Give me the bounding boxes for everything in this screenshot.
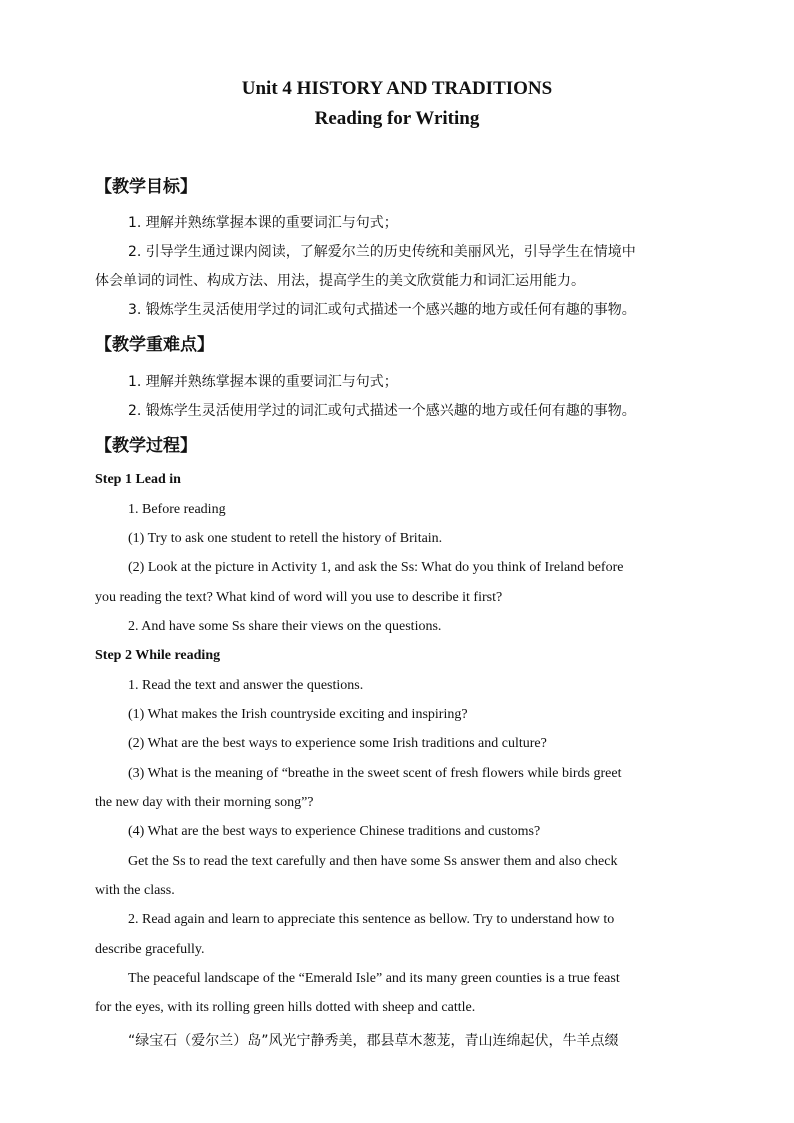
objective-item: 体会单词的词性、构成方法、用法，提高学生的美文欣赏能力和词汇运用能力。 <box>95 273 585 289</box>
step2-line: describe gracefully. <box>95 942 205 957</box>
document-subtitle: Reading for Writing <box>314 108 480 129</box>
step2-line: (2) What are the best ways to experience some Irish traditions and culture? <box>128 736 547 751</box>
step2-line: 2. Read again and learn to appreciate this sentence as bellow. Try to understand how to <box>128 912 615 927</box>
key-point-item: 1. 理解并熟练掌握本课的重要词汇与句式； <box>128 374 398 390</box>
step2-title: Step 2 While reading <box>95 648 221 663</box>
step2-line: 1. Read the text and answer the questions. <box>128 678 364 693</box>
step1-title: Step 1 Lead in <box>95 472 181 487</box>
step2-line: Get the Ss to read the text carefully and then have some Ss answer them and also check <box>128 854 618 869</box>
step1-line: 2. And have some Ss share their views on the questions. <box>128 619 442 634</box>
step2-line: with the class. <box>95 883 175 898</box>
key-points-heading: 【教学重难点】 <box>95 335 214 355</box>
key-point-item: 2. 锻炼学生灵活使用学过的词汇或句式描述一个感兴趣的地方或任何有趣的事物。 <box>128 403 636 419</box>
objective-item: 1. 理解并熟练掌握本课的重要词汇与句式； <box>128 215 398 231</box>
step2-line: (4) What are the best ways to experience Chinese traditions and customs? <box>128 824 541 839</box>
step1-line: (2) Look at the picture in Activity 1, and ask the Ss: What do you think of Ireland before <box>128 560 624 575</box>
step2-line: The peaceful landscape of the “Emerald Isle” and its many green counties is a true feast <box>128 971 620 986</box>
process-heading: 【教学过程】 <box>95 436 197 456</box>
objective-item: 2. 引导学生通过课内阅读，了解爱尔兰的历史传统和美丽风光，引导学生在情境中 <box>128 244 636 260</box>
step1-line: you reading the text? What kind of word will you use to describe it first? <box>95 590 503 605</box>
step1-line: (1) Try to ask one student to retell the history of Britain. <box>128 531 443 546</box>
step2-line: (3) What is the meaning of “breathe in the sweet scent of fresh flowers while birds greet <box>128 766 622 781</box>
step1-line: 1. Before reading <box>128 502 226 517</box>
objective-item: 3. 锻炼学生灵活使用学过的词汇或句式描述一个感兴趣的地方或任何有趣的事物。 <box>128 302 636 318</box>
objectives-heading: 【教学目标】 <box>95 177 197 197</box>
step2-line: the new day with their morning song”? <box>95 795 314 810</box>
step2-line: “绿宝石（爱尔兰）岛”风光宁静秀美，郡县草木葱茏，青山连绵起伏，牛羊点缀 <box>128 1033 619 1049</box>
step2-line: for the eyes, with its rolling green hills dotted with sheep and cattle. <box>95 1000 476 1015</box>
document-title: Unit 4 HISTORY AND TRADITIONS <box>241 78 553 99</box>
step2-line: (1) What makes the Irish countryside exciting and inspiring? <box>128 707 468 722</box>
